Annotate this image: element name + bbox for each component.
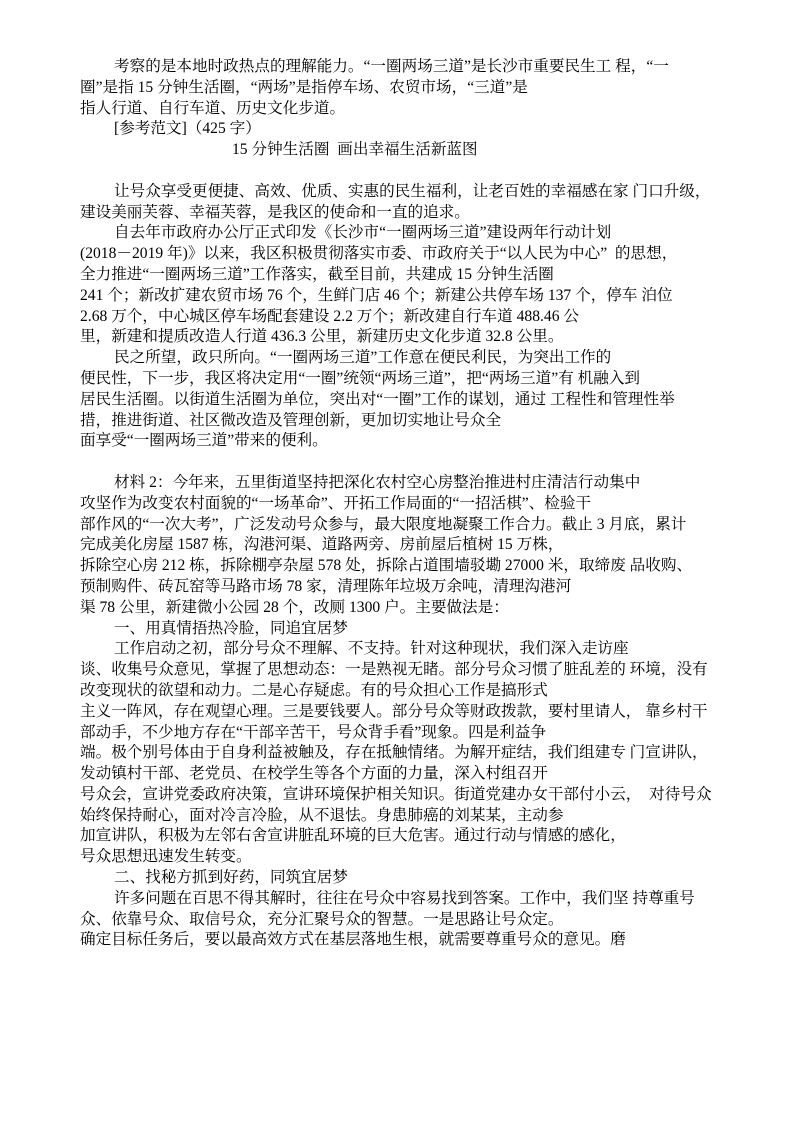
text-line: 让号众享受更便捷、高效、优质、实惠的民生福利，让老百姓的幸福感在家 门口升级， bbox=[114, 182, 711, 200]
text-line: 2.68 万个，中心城区停车场配套建设 2.2 万个；新改建自行车道 488.46 公 bbox=[80, 307, 580, 325]
reference-label: [参考范文]（425 字） bbox=[114, 120, 261, 138]
text-line: 始终保持耐心，面对冷言冷脸，从不退怯。身患肺癌的刘某某，主动参 bbox=[80, 806, 564, 824]
text-line: (2018－2019 年)》以来，我区积极贯彻落实市委、市政府关于“以人民为中心” 的思想， bbox=[80, 245, 678, 263]
text-line: 改变现状的欲望和动力。二是心存疑虑。有的号众担心工作是搞形式 bbox=[80, 681, 548, 699]
text-line: 攻坚作为改变农村面貌的“一场革命”、开拓工作局面的“一招活棋”、检验干 bbox=[80, 494, 592, 512]
text-line: 部作风的“一次大考”，广泛发动号众参与，最大限度地凝聚工作合力。截止 3 月底，累计 bbox=[80, 515, 687, 533]
text-line: 自去年市政府办公厅正式印发《长沙市“一圈两场三道”建设两年行动计划 bbox=[114, 224, 612, 242]
text-line: 谈、收集号众意见，掌握了思想动态：一是熟视无睹。部分号众习惯了脏乱差的 环境，没有 bbox=[80, 661, 708, 679]
text-line: 确定目标任务后，要以最高效方式在基层落地生根，就需要尊重号众的意见。磨 bbox=[80, 931, 626, 949]
text-line: 工作启动之初，部分号众不理解、不支持。针对这种现状，我们深入走访座 bbox=[114, 640, 629, 658]
blank-line bbox=[80, 452, 716, 473]
section-heading-1: 一、用真情捂热冷脸，同追宜居梦 bbox=[114, 619, 348, 637]
text-line: 241 个；新改扩建农贸市场 76 个，生鲜门店 46 个；新建公共停车场 137 个，停车 泊位 bbox=[80, 286, 673, 304]
text-line: 便民性，下一步，我区将决定用“一圈”统领“两场三道”，把“两场三道”有 机融入到 bbox=[80, 369, 641, 387]
text-line: 考察的是本地时政热点的理解能力。“一圈两场三道”是长沙市重要民生工 程，“一 bbox=[114, 58, 669, 75]
text-line: 措，推进街道、社区微改造及管理创新，更加切实地让号众全 bbox=[80, 411, 502, 429]
blank-line bbox=[80, 161, 716, 182]
text-line: 预制购件、砖瓦窑等马路市场 78 家，清理陈年垃圾万余吨，清理沟港河 bbox=[80, 577, 572, 595]
text-line: 发动镇村干部、老党员、在校学生等各个方面的力量，深入村组召开 bbox=[80, 765, 548, 783]
text-line: 面享受“一圈两场三道”带来的便利。 bbox=[80, 432, 328, 450]
text-line: 许多问题在百思不得其解时，往往在号众中容易找到答案。工作中，我们坚 持尊重号 bbox=[114, 889, 695, 907]
text-line: 全力推进“一圈两场三道”工作落实，截至目前，共建成 15 分钟生活圈 bbox=[80, 265, 554, 283]
material2-intro-line: 材料 2：今年来，五里街道坚持把深化农村空心房整治推进村庄清洁行动集中 bbox=[114, 473, 641, 491]
section-heading-2: 二、找秘方抓到好药，同筑宜居梦 bbox=[114, 869, 348, 887]
text-line: 居民生活圈。以街道生活圈为单位，突出对“一圈”工作的谋划，通过 工程性和管理性举 bbox=[80, 390, 675, 408]
text-line: 众、依靠号众、取信号众，充分汇聚号众的智慧。一是思路让号众定。 bbox=[80, 910, 564, 928]
text-line: 端。极个别号体由于自身利益被触及，存在抵触情绪。为解开症结，我们组建专 门宣讲队， bbox=[80, 744, 708, 762]
text-line: 民之所望，政只所向。“一圈两场三道”工作意在便民利民，为突出工作的 bbox=[114, 349, 612, 367]
text-line: 里，新建和提质改造人行道 436.3 公里，新建历史文化步道 32.8 公里。 bbox=[80, 328, 564, 346]
text-line: 加宣讲队，积极为左邻右舍宣讲脏乱环境的巨大危害。通过行动与情感的感化， bbox=[80, 827, 626, 845]
text-line: 号众会，宣讲党委政府决策，宣讲环境保护相关知识。街道党建办女干部付小云， 对待号众 bbox=[80, 785, 712, 803]
text-line: 指人行道、自行车道、历史文化步道。 bbox=[80, 99, 346, 117]
text-line: 拆除空心房 212 栋，拆除棚亭杂屋 578 处，拆除占道围墙驳墈 27000 米，取缔废 品收购、 bbox=[80, 557, 693, 575]
text-line: 渠 78 公里，新建微小公园 28 个，改厕 1300 户。主要做法是： bbox=[80, 598, 509, 616]
text-line: 号众思想迅速发生转变。 bbox=[80, 848, 252, 866]
essay-title: 15 分钟生活圈 画出幸福生活新蓝图 bbox=[232, 141, 478, 159]
text-line: 部动手，不少地方存在“干部辛苦干，号众背手看”现象。四是利益争 bbox=[80, 723, 547, 741]
text-line: 完成美化房屋 1587 栋，沟港河渠、道路两旁、房前屋后植树 15 万株， bbox=[80, 536, 564, 554]
text-line: 建设美丽芙蓉、幸福芙蓉，是我区的使命和一直的追求。 bbox=[80, 203, 470, 221]
text-line: 主义一阵风，存在观望心理。三是要钱要人。部分号众等财政拨款，要村里请人， 靠乡村干 bbox=[80, 702, 708, 720]
text-line: 圈”是指 15 分钟生活圈，“两场”是指停车场、农贸市场，“三道”是 bbox=[80, 78, 528, 96]
